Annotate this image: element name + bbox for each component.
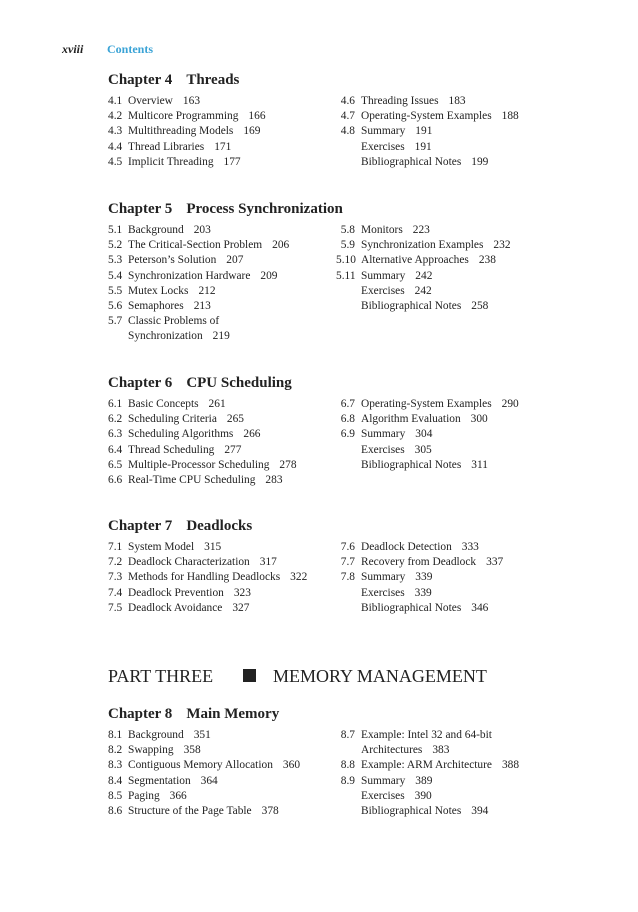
section-title-text: Example: Intel 32 and 64-bit bbox=[361, 729, 492, 741]
section-title-text: Deadlock Detection bbox=[361, 541, 452, 553]
section-title-text: Bibliographical Notes bbox=[361, 458, 462, 471]
page-ref: 188 bbox=[501, 110, 519, 123]
chapter-title bbox=[108, 72, 239, 89]
square-bullet-icon bbox=[243, 669, 256, 682]
section-title bbox=[128, 155, 241, 170]
page-ref: 223 bbox=[412, 224, 430, 236]
page-ref: 219 bbox=[212, 330, 230, 343]
section-title-text: Summary bbox=[361, 571, 406, 584]
section-number: 4.7 bbox=[340, 110, 355, 123]
section-title bbox=[128, 299, 211, 314]
section-number: 8.5 bbox=[108, 789, 123, 802]
section-title bbox=[361, 804, 488, 819]
section-number: 8.9 bbox=[340, 774, 355, 787]
section-title-text: Implicit Threading bbox=[128, 155, 214, 168]
section-title bbox=[361, 789, 432, 804]
section-number: 8.1 bbox=[108, 729, 123, 741]
section-title bbox=[361, 443, 432, 458]
section-number: 8.7 bbox=[340, 729, 355, 741]
page-ref: 191 bbox=[415, 125, 433, 138]
section-number: 4.1 bbox=[108, 95, 123, 107]
section-title bbox=[128, 601, 249, 616]
page-number: xviii bbox=[62, 42, 84, 56]
section-title-text: Thread Libraries bbox=[128, 140, 205, 153]
section-title bbox=[361, 253, 496, 268]
section-title bbox=[128, 570, 307, 585]
section-title bbox=[128, 540, 221, 555]
section-title bbox=[128, 412, 244, 427]
section-number: 8.8 bbox=[340, 759, 355, 772]
page-ref: 311 bbox=[471, 458, 488, 471]
page-ref: 191 bbox=[414, 140, 432, 153]
section-title-text: Operating-System Examples bbox=[361, 398, 492, 410]
page-ref: 207 bbox=[226, 254, 244, 267]
section-number: 5.11 bbox=[336, 269, 356, 282]
section-title-text: Example: ARM Architecture bbox=[361, 759, 492, 772]
page-ref: 366 bbox=[169, 789, 187, 802]
section-title bbox=[361, 124, 432, 139]
section-title bbox=[361, 601, 488, 616]
page-ref: 266 bbox=[243, 428, 261, 441]
section-number: 4.2 bbox=[108, 110, 123, 123]
section-title bbox=[128, 94, 200, 109]
page-ref: 163 bbox=[182, 95, 201, 107]
section-title bbox=[361, 540, 479, 555]
section-title-text: Summary bbox=[361, 269, 406, 282]
section-title-text: Contiguous Memory Allocation bbox=[128, 759, 273, 772]
section-title bbox=[128, 443, 241, 458]
section-title bbox=[128, 586, 251, 601]
page-ref: 183 bbox=[448, 95, 466, 107]
section-title-text: Monitors bbox=[361, 224, 403, 236]
section-number: 5.2 bbox=[108, 239, 123, 252]
section-number: 6.2 bbox=[108, 413, 123, 426]
page-ref: 364 bbox=[200, 774, 218, 787]
section-title bbox=[128, 728, 211, 743]
section-title-text: Exercises bbox=[361, 140, 405, 153]
section-title bbox=[128, 223, 211, 238]
section-number: 6.5 bbox=[108, 458, 123, 471]
section-number: 7.5 bbox=[108, 601, 123, 614]
section-number: 8.2 bbox=[108, 744, 123, 757]
section-title-text: Summary bbox=[361, 125, 406, 138]
section-title-text: Operating-System Examples bbox=[361, 110, 492, 123]
page-ref: 389 bbox=[415, 774, 433, 787]
chapter-label: Chapter 5 bbox=[108, 201, 173, 217]
section-title-text: Exercises bbox=[361, 284, 405, 297]
section-title-text: Deadlock Prevention bbox=[128, 586, 224, 599]
section-title bbox=[128, 743, 201, 758]
chapter-title bbox=[108, 375, 292, 392]
page-ref: 212 bbox=[198, 284, 216, 297]
section-title bbox=[361, 427, 432, 442]
section-title bbox=[361, 284, 432, 299]
section-title bbox=[128, 109, 266, 124]
page-ref: 283 bbox=[265, 473, 283, 486]
page-ref: 278 bbox=[279, 458, 297, 471]
page-ref: 242 bbox=[414, 284, 432, 297]
section-title bbox=[128, 314, 229, 329]
section-title-text: Bibliographical Notes bbox=[361, 804, 462, 817]
page-ref: 171 bbox=[214, 140, 232, 153]
section-number: 7.4 bbox=[108, 586, 123, 599]
section-number: 5.3 bbox=[108, 254, 123, 267]
section-title bbox=[361, 94, 466, 109]
page-ref: 360 bbox=[282, 759, 301, 772]
page-ref: 323 bbox=[233, 586, 251, 599]
running-title: Contents bbox=[107, 42, 154, 56]
section-title bbox=[128, 397, 226, 412]
section-title bbox=[361, 109, 519, 124]
chapter-label: Chapter 4 bbox=[108, 72, 173, 88]
page-ref: 339 bbox=[414, 586, 432, 599]
section-title-text: Scheduling Criteria bbox=[128, 413, 217, 426]
section-number: 6.8 bbox=[340, 413, 355, 426]
section-number: 7.8 bbox=[340, 571, 355, 584]
page-ref: 261 bbox=[208, 398, 226, 410]
section-number: 7.1 bbox=[108, 541, 123, 553]
page-ref: 213 bbox=[193, 299, 211, 312]
section-title-text: Basic Concepts bbox=[128, 398, 199, 410]
section-title bbox=[128, 774, 218, 789]
section-number: 8.6 bbox=[108, 804, 123, 817]
section-title bbox=[361, 743, 449, 758]
section-title bbox=[128, 253, 243, 268]
part-label: PART THREE bbox=[108, 666, 214, 686]
section-title-text: Multicore Programming bbox=[128, 110, 239, 123]
section-title-text: Segmentation bbox=[128, 774, 191, 787]
section-title bbox=[128, 427, 260, 442]
section-title bbox=[361, 223, 430, 238]
chapter-name: Threads bbox=[186, 72, 240, 88]
section-title-text: Mutex Locks bbox=[128, 284, 189, 297]
section-number: 7.3 bbox=[108, 571, 123, 584]
section-number: 7.2 bbox=[108, 556, 123, 569]
section-title-text: Deadlock Characterization bbox=[128, 556, 250, 569]
page-ref: 199 bbox=[471, 155, 489, 168]
section-title bbox=[128, 238, 289, 253]
page-ref: 337 bbox=[486, 556, 504, 569]
section-number: 5.1 bbox=[108, 224, 123, 236]
page-ref: 290 bbox=[501, 398, 519, 410]
chapter-name: Deadlocks bbox=[186, 518, 253, 534]
section-title-text: Exercises bbox=[361, 443, 405, 456]
chapter-name: CPU Scheduling bbox=[186, 375, 292, 391]
section-title-text: Recovery from Deadlock bbox=[361, 556, 477, 569]
section-title bbox=[361, 586, 432, 601]
page-ref: 265 bbox=[226, 413, 244, 426]
page-ref: 346 bbox=[471, 601, 489, 614]
section-number: 4.5 bbox=[108, 155, 123, 168]
section-number: 5.10 bbox=[336, 254, 356, 267]
page-ref: 242 bbox=[415, 269, 433, 282]
section-number: 6.7 bbox=[340, 398, 355, 410]
section-title-text: Multiple-Processor Scheduling bbox=[128, 458, 270, 471]
section-title-text: Semaphores bbox=[128, 299, 184, 312]
section-title-text: Overview bbox=[128, 95, 173, 107]
page-ref: 358 bbox=[183, 744, 201, 757]
page-ref: 351 bbox=[193, 729, 211, 741]
section-title-text: Background bbox=[128, 729, 184, 741]
section-title-text: Algorithm Evaluation bbox=[361, 413, 461, 426]
page-ref: 304 bbox=[415, 428, 433, 441]
page-ref: 390 bbox=[414, 789, 432, 802]
section-title-text: Structure of the Page Table bbox=[128, 804, 252, 817]
section-title-text: Threading Issues bbox=[361, 95, 439, 107]
chapter-name: Main Memory bbox=[186, 706, 280, 722]
section-title-text: Exercises bbox=[361, 789, 405, 802]
section-title bbox=[128, 458, 297, 473]
section-title bbox=[128, 473, 283, 488]
section-title-text: Real-Time CPU Scheduling bbox=[128, 473, 256, 486]
page-ref: 315 bbox=[204, 541, 222, 553]
section-title-text: Alternative Approaches bbox=[361, 254, 469, 267]
section-number: 5.9 bbox=[340, 239, 355, 252]
chapter-label: Chapter 6 bbox=[108, 375, 173, 391]
section-number: 6.6 bbox=[108, 473, 123, 486]
section-title-text: Bibliographical Notes bbox=[361, 601, 462, 614]
section-title bbox=[361, 570, 432, 585]
chapter-name: Process Synchronization bbox=[186, 201, 343, 217]
page-ref: 206 bbox=[272, 239, 290, 252]
section-number: 5.8 bbox=[340, 224, 355, 236]
page-ref: 305 bbox=[414, 443, 432, 456]
section-title bbox=[361, 412, 488, 427]
page-ref: 169 bbox=[243, 125, 261, 138]
section-title-text: Synchronization Examples bbox=[361, 239, 484, 252]
section-title-text: Thread Scheduling bbox=[128, 443, 215, 456]
section-title bbox=[361, 269, 432, 284]
page-ref: 258 bbox=[471, 299, 489, 312]
page-ref: 383 bbox=[432, 744, 450, 757]
section-number: 5.4 bbox=[108, 269, 123, 282]
section-title bbox=[361, 397, 519, 412]
chapter-label: Chapter 7 bbox=[108, 518, 173, 534]
section-title bbox=[128, 329, 230, 344]
section-title bbox=[128, 758, 300, 773]
section-title-text: Deadlock Avoidance bbox=[128, 601, 223, 614]
section-title bbox=[128, 284, 216, 299]
page-ref: 277 bbox=[224, 443, 242, 456]
page-ref: 394 bbox=[471, 804, 489, 817]
page-ref: 166 bbox=[248, 110, 266, 123]
section-title-text: System Model bbox=[128, 541, 195, 553]
page-ref: 388 bbox=[501, 759, 520, 772]
section-title-text: Paging bbox=[128, 789, 160, 802]
section-title-text: Swapping bbox=[128, 744, 174, 757]
page-ref: 378 bbox=[261, 804, 279, 817]
section-title-text: The Critical-Section Problem bbox=[128, 239, 263, 252]
section-title-text: Bibliographical Notes bbox=[361, 155, 462, 168]
section-number: 6.3 bbox=[108, 428, 123, 441]
page-ref: 327 bbox=[232, 601, 250, 614]
section-title-text: Synchronization Hardware bbox=[128, 269, 251, 282]
page-ref: 322 bbox=[290, 571, 308, 584]
section-title bbox=[128, 140, 231, 155]
section-number: 8.3 bbox=[108, 759, 123, 772]
section-title bbox=[361, 140, 432, 155]
section-title bbox=[361, 728, 502, 743]
section-title-text: Architectures bbox=[361, 744, 423, 757]
section-number: 6.4 bbox=[108, 443, 123, 456]
section-title bbox=[361, 758, 519, 773]
page-ref: 177 bbox=[223, 155, 241, 168]
page-ref: 317 bbox=[259, 556, 277, 569]
section-title bbox=[361, 774, 432, 789]
section-number: 4.4 bbox=[108, 140, 123, 153]
section-title bbox=[128, 555, 277, 570]
section-title bbox=[128, 789, 187, 804]
section-title-text: Bibliographical Notes bbox=[361, 299, 462, 312]
section-title-text: Background bbox=[128, 224, 184, 236]
section-number: 6.1 bbox=[108, 398, 123, 410]
chapter-title bbox=[108, 201, 343, 218]
section-number: 4.8 bbox=[340, 125, 355, 138]
page-ref: 339 bbox=[415, 571, 433, 584]
section-number: 5.7 bbox=[108, 315, 123, 328]
section-number: 4.3 bbox=[108, 125, 123, 138]
chapter-title bbox=[108, 518, 252, 535]
section-title bbox=[128, 269, 278, 284]
chapter-label: Chapter 8 bbox=[108, 706, 173, 722]
page-ref: 238 bbox=[478, 254, 496, 267]
page-ref: 232 bbox=[493, 239, 511, 252]
section-title-text: Summary bbox=[361, 428, 406, 441]
page-ref: 300 bbox=[470, 413, 488, 426]
section-title-text: Methods for Handling Deadlocks bbox=[128, 571, 281, 584]
chapter-title bbox=[108, 706, 279, 723]
section-number: 6.9 bbox=[340, 428, 355, 441]
part-name: MEMORY MANAGEMENT bbox=[273, 666, 487, 686]
page-ref: 203 bbox=[193, 224, 211, 236]
section-number: 4.6 bbox=[340, 95, 355, 107]
section-number: 5.6 bbox=[108, 299, 123, 312]
section-number: 8.4 bbox=[108, 774, 123, 787]
section-title-text: Synchronization bbox=[128, 330, 203, 343]
section-title-text: Multithreading Models bbox=[128, 125, 234, 138]
section-title bbox=[128, 124, 260, 139]
section-number: 5.5 bbox=[108, 284, 123, 297]
section-title-text: Exercises bbox=[361, 586, 405, 599]
section-title bbox=[361, 555, 503, 570]
page-ref: 209 bbox=[260, 269, 278, 282]
section-title bbox=[128, 804, 279, 819]
section-title-text: Classic Problems of bbox=[128, 315, 220, 328]
page-ref: 333 bbox=[461, 541, 479, 553]
section-title bbox=[361, 238, 511, 253]
section-number: 7.6 bbox=[340, 541, 355, 553]
section-title bbox=[361, 458, 488, 473]
section-number: 7.7 bbox=[340, 556, 355, 569]
section-title-text: Summary bbox=[361, 774, 406, 787]
section-title bbox=[361, 155, 488, 170]
section-title bbox=[361, 299, 488, 314]
section-title-text: Scheduling Algorithms bbox=[128, 428, 234, 441]
section-title-text: Peterson’s Solution bbox=[128, 254, 217, 267]
